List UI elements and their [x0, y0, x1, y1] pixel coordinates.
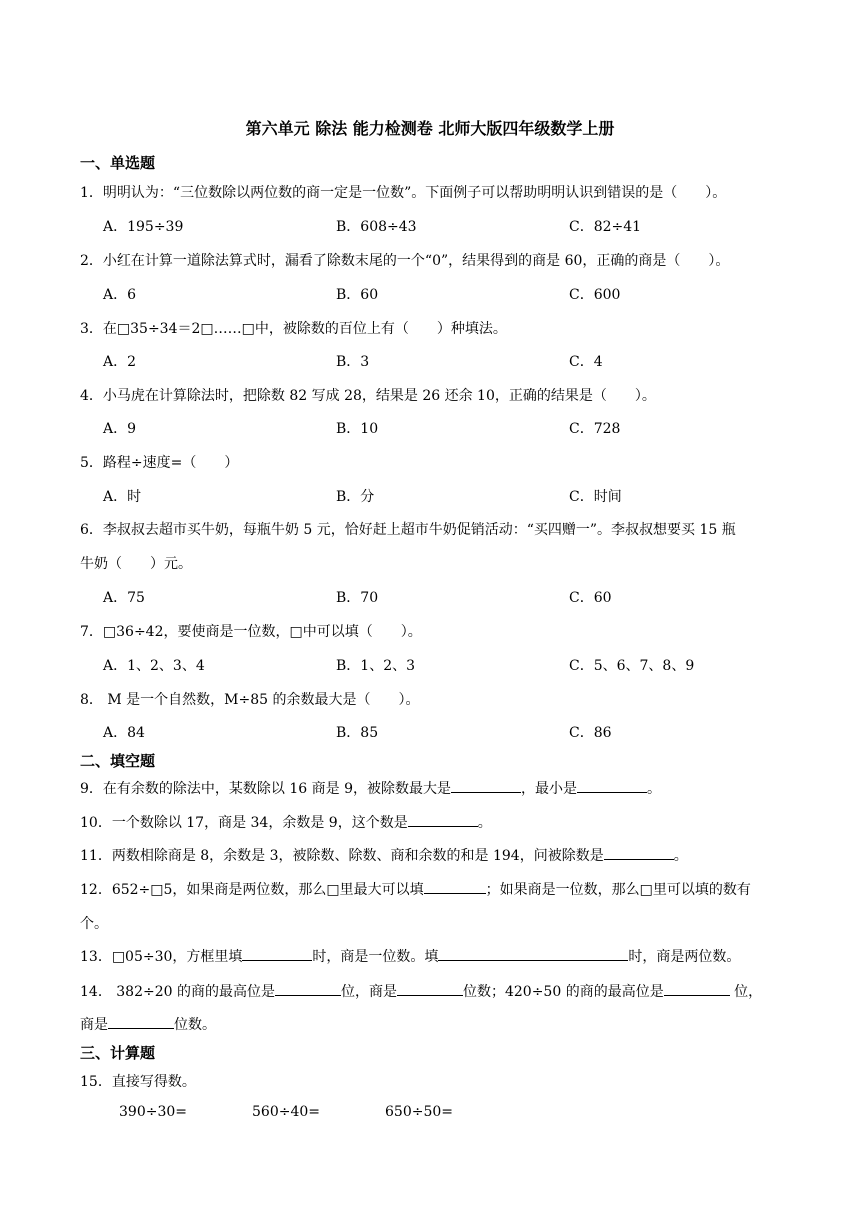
question-14-line-1: 14． 382÷20 的商的最高位是 位，商是 位数；420÷50 的商的最高位是 位， [80, 981, 762, 1001]
answer-blank[interactable] [424, 879, 486, 894]
option-c: C．4 [569, 354, 603, 370]
question-1: 1．明明认为：“三位数除以两位数的商一定是一位数”。下面例子可以帮助明明认识到错误的是（ ）。 [80, 185, 727, 201]
answer-blank[interactable] [408, 812, 478, 827]
calc-item-2: 560÷40= [252, 1104, 320, 1120]
answer-blank[interactable] [397, 981, 463, 996]
question-12-line-2: 个。 [80, 916, 108, 932]
option-b: B．85 [336, 725, 379, 741]
option-b: B．70 [336, 590, 379, 606]
answer-blank[interactable] [438, 946, 628, 961]
option-c: C．86 [569, 725, 612, 741]
answer-blank[interactable] [451, 778, 521, 793]
option-c: C．60 [569, 590, 612, 606]
section-heading-fill-blank: 二、填空题 [80, 752, 156, 770]
option-a: A．75 [103, 590, 145, 606]
page-title: 第六单元 除法 能力检测卷 北师大版四年级数学上册 [245, 119, 615, 138]
answer-blank[interactable] [604, 845, 674, 860]
option-c: C．600 [569, 287, 621, 303]
section-heading-calculation: 三、计算题 [80, 1044, 156, 1062]
option-a: A．9 [103, 421, 137, 437]
answer-blank[interactable] [108, 1014, 174, 1029]
option-b: B．分 [336, 489, 375, 505]
option-c: C．5、6、7、8、9 [569, 658, 695, 674]
answer-blank[interactable] [577, 778, 647, 793]
question-2-options [103, 284, 803, 304]
option-b: B．608÷43 [336, 219, 417, 235]
calc-item-1: 390÷30= [119, 1104, 187, 1120]
answer-blank[interactable] [275, 981, 341, 996]
option-b: B．10 [336, 421, 379, 437]
calc-item-3: 650÷50= [385, 1104, 453, 1120]
question-5: 5．路程÷速度=（ ） [80, 455, 239, 471]
option-c: C．82÷41 [569, 219, 642, 235]
question-2: 2．小红在计算一道除法算式时，漏看了除数末尾的一个“0”，结果得到的商是 60，正确的商是（ ）。 [80, 253, 730, 269]
question-12-line-1: 12．652÷□5，如果商是两位数，那么□里最大可以填 ；如果商是一位数，那么□里可以填的数有 [80, 879, 751, 899]
section-heading-single-choice: 一、单选题 [80, 154, 156, 172]
question-6-line-1: 6．李叔叔去超市买牛奶，每瓶牛奶 5 元，恰好赶上超市牛奶促销活动：“买四赠一”。李叔叔想要买 15 瓶 [80, 522, 736, 538]
option-a: A．时 [103, 489, 142, 505]
question-5-options [103, 486, 803, 506]
option-a: A．195÷39 [103, 219, 184, 235]
question-7-options [103, 655, 803, 675]
question-4: 4．小马虎在计算除法时，把除数 82 写成 28，结果是 26 还余 10，正确的结果是（ ）。 [80, 388, 656, 404]
answer-blank[interactable] [242, 946, 312, 961]
question-8-options [103, 722, 803, 742]
question-7: 7．□36÷42，要使商是一位数，□中可以填（ ）。 [80, 624, 422, 640]
option-a: A．1、2、3、4 [103, 658, 205, 674]
option-a: A．84 [103, 725, 145, 741]
answer-blank[interactable] [664, 981, 730, 996]
option-c: C．时间 [569, 489, 622, 505]
question-6-options [103, 587, 803, 607]
option-c: C．728 [569, 421, 621, 437]
option-a: A．6 [103, 287, 137, 303]
option-b: B．1、2、3 [336, 658, 416, 674]
option-b: B．3 [336, 354, 370, 370]
option-a: A．2 [103, 354, 137, 370]
question-15: 15．直接写得数。 [80, 1074, 196, 1090]
question-14-line-2: 商是 位数。 [80, 1014, 216, 1034]
question-3: 3．在□35÷34＝2□……□中，被除数的百位上有（ ）种填法。 [80, 321, 507, 337]
question-8: 8． M 是一个自然数，M÷85 的余数最大是（ ）。 [80, 692, 420, 708]
question-10: 10．一个数除以 17，商是 34，余数是 9，这个数是 。 [80, 812, 492, 832]
question-1-options [103, 216, 803, 236]
question-4-options [103, 418, 803, 438]
option-b: B．60 [336, 287, 379, 303]
question-6-line-2: 牛奶（ ）元。 [80, 556, 192, 572]
question-13: 13．□05÷30，方框里填 时，商是一位数。填 时，商是两位数。 [80, 946, 740, 966]
question-9: 9．在有余数的除法中，某数除以 16 商是 9，被除数最大是 ，最小是 。 [80, 778, 661, 798]
question-11: 11．两数相除商是 8，余数是 3，被除数、除数、商和余数的和是 194，问被除数是 。 [80, 845, 688, 865]
question-3-options [103, 351, 803, 371]
